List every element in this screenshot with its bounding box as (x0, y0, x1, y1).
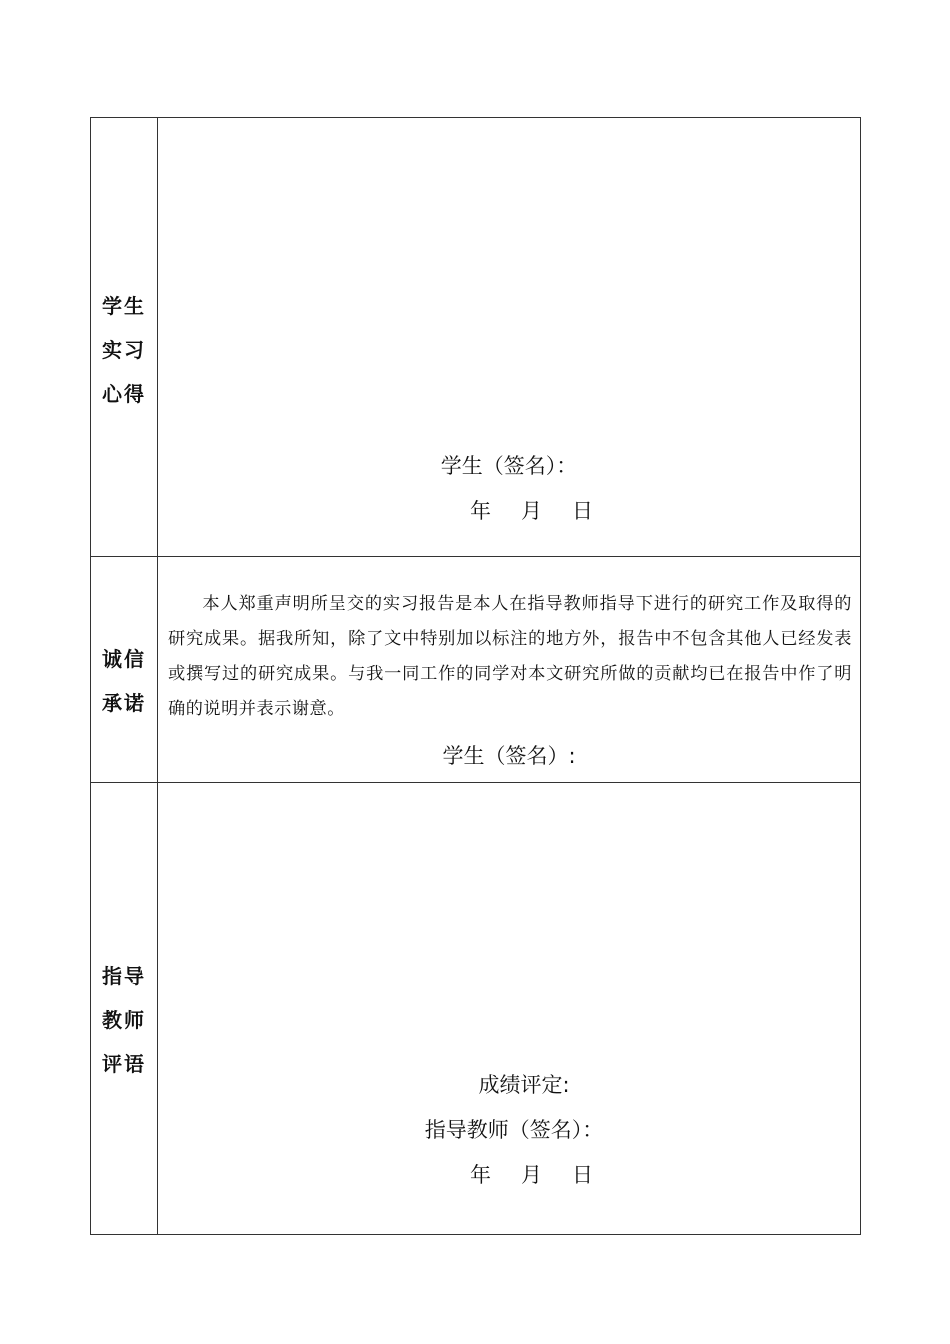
experience-label: 学生 实习 心得 (102, 294, 146, 406)
date-year: 年 (470, 1162, 491, 1187)
date-day: 日 (572, 499, 593, 523)
date-year: 年 (470, 499, 491, 523)
experience-content-cell[interactable] (158, 118, 861, 557)
experience-date (158, 495, 860, 525)
evaluation-label: 指导 教师 评语 (102, 963, 146, 1076)
experience-label-cell (91, 118, 158, 557)
experience-row (91, 118, 861, 557)
integrity-student-signature: 学生（签名）: (442, 744, 576, 769)
evaluation-content-cell[interactable] (158, 782, 861, 1234)
integrity-row (91, 557, 861, 782)
date-month: 月 (521, 499, 542, 523)
student-signature: 学生（签名）： (440, 454, 578, 478)
integrity-statement: 本人郑重声明所呈交的实习报告是本人在指导教师指导下进行的研究工作及取得的研究成果。据我所知，除了文中特别加以标注的地方外，报告中不包含其他人已经发表或撰写过的研究成果。与我一同工作的同学对本文研究所做的贡献均已在报告中作了明确的说明并表示谢意。 (168, 594, 852, 720)
internship-form-table (90, 117, 861, 1235)
evaluation-date (158, 1159, 860, 1189)
teacher-signature: 指导教师（签名）： (424, 1117, 604, 1142)
integrity-content-cell (158, 557, 861, 782)
evaluation-row (91, 782, 861, 1234)
date-month: 月 (521, 1162, 542, 1187)
integrity-label-cell (91, 557, 158, 782)
integrity-label: 诚信 承诺 (102, 647, 146, 716)
evaluation-label-cell (91, 782, 158, 1234)
grade-assessment: 成绩评定: (478, 1072, 570, 1097)
date-day: 日 (572, 1162, 593, 1187)
